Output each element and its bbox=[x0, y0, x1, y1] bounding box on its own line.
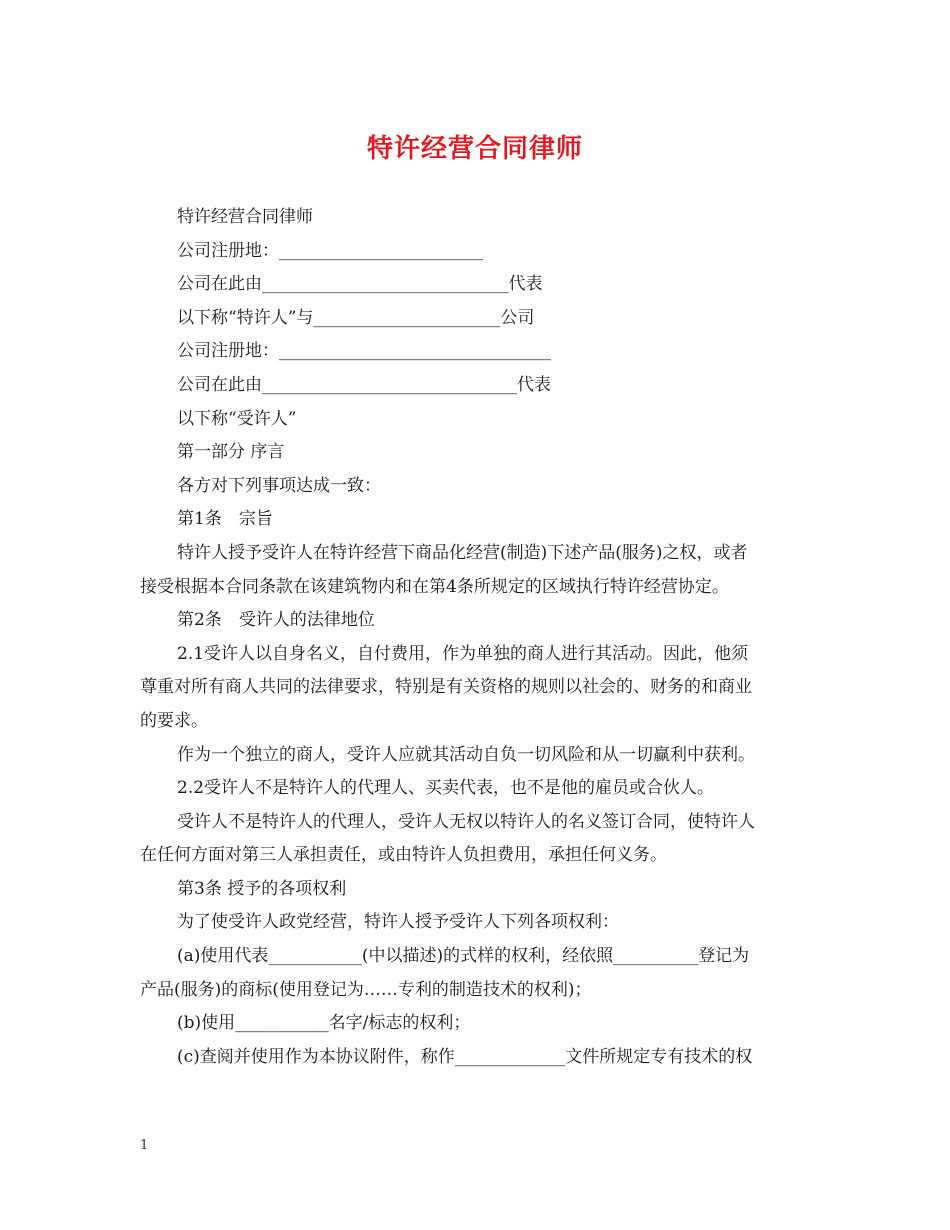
text-line: (a)使用代表___________(中以描述)的式样的权利，经依照__________登记为 bbox=[177, 946, 750, 967]
text-line: 第3条 授予的各项权利 bbox=[177, 878, 347, 899]
text-line: 产品(服务)的商标(使用登记为……专利的制造技术的权利)； bbox=[140, 979, 592, 1000]
text-line: 公司注册地：________________________________ bbox=[177, 341, 551, 362]
text-line: 第一部分 序言 bbox=[177, 442, 285, 463]
text-line: 特许人授予受许人在特许经营下商品化经营(制造)下述产品(服务)之权，或者 bbox=[177, 542, 748, 563]
text-line: 公司在此由______________________________代表 bbox=[177, 374, 551, 395]
text-line: 的要求。 bbox=[140, 710, 208, 731]
text-line: 特许经营合同律师 bbox=[177, 207, 313, 227]
text-line: 公司注册地：________________________ bbox=[177, 240, 483, 261]
text-line: 在任何方面对第三人承担责任，或由特许人负担费用，承担任何义务。 bbox=[140, 845, 667, 866]
text-line: 第1条 宗旨 bbox=[177, 509, 273, 530]
text-line: (c)查阅并使用作为本协议附件，称作_____________文件所规定专有技术的权 bbox=[177, 1046, 753, 1067]
text-line: 以下称“特许人”与______________________公司 bbox=[177, 307, 535, 328]
text-line: 为了使受许人政党经营，特许人授予受许人下列各项权利： bbox=[177, 912, 619, 933]
text-line: 作为一个独立的商人，受许人应就其活动自负一切风险和从一切赢利中获利。 bbox=[177, 744, 755, 765]
text-line: 尊重对所有商人共同的法律要求，特别是有关资格的规则以社会的、财务的和商业 bbox=[140, 677, 752, 698]
text-line: 以下称“受许人” bbox=[177, 408, 297, 429]
text-line: 2.2受许人不是特许人的代理人、买卖代表，也不是他的雇员或合伙人。 bbox=[177, 778, 715, 799]
text-line: 公司在此由_____________________________代表 bbox=[177, 274, 543, 295]
text-line: 第2条 受许人的法律地位 bbox=[177, 610, 375, 631]
text-line: 受许人不是特许人的代理人，受许人无权以特许人的名义签订合同，使特许人 bbox=[177, 811, 755, 832]
text-line: 各方对下列事项达成一致： bbox=[177, 475, 381, 496]
text-line: (b)使用___________名字/标志的权利； bbox=[177, 1013, 471, 1034]
document-title: 特许经营合同律师 bbox=[366, 134, 583, 164]
page-number: 1 bbox=[140, 1138, 149, 1153]
document-body bbox=[140, 201, 812, 1074]
text-line: 接受根据本合同条款在该建筑物内和在第4条所规定的区域执行特许经营协定。 bbox=[140, 576, 729, 597]
text-line: 2.1受许人以自身名义，自付费用，作为单独的商人进行其活动。因此，他须 bbox=[177, 643, 749, 664]
